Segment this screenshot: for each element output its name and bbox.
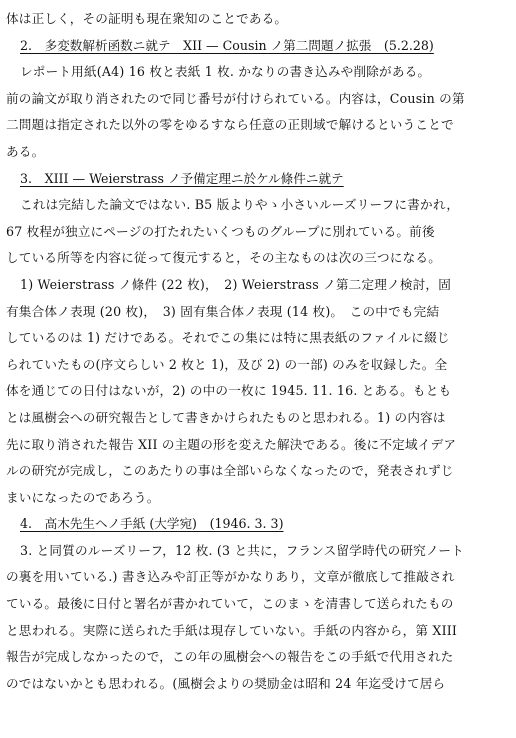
text-line: 体は正しく，その証明も現在衆知のことである。: [6, 11, 288, 26]
text-line: とは風樹会への研究報告として書きかけられたものと思われる。1) の内容は: [6, 409, 446, 425]
section-heading-text: 2. 多変数解析函数ニ就テ XII — Cousin ノ第二問題ノ拡張 (5.2.28): [20, 37, 434, 53]
text-line: 体を通じての日付はないが，2) の中の一枚に 1945. 11. 16. とある。もとも: [6, 383, 452, 399]
section-heading: [6, 166, 506, 193]
text-line: これは完結した論文ではない. B5 版よりやゝ小さいルーズリーフに書かれ，: [20, 197, 460, 213]
text-line: 先に取り消された報告 XII の主題の形を変えた解決である。後に不定域イデア: [6, 436, 457, 452]
text-line: られていたもの(序文らしい 2 枚と 1)，及び 2) の一部) のみを収録した。全: [6, 356, 448, 372]
text-line: 67 枚程が独立にページの打たれたいくつものグループに別れている。前後: [6, 223, 435, 239]
text-line: ている。最後に日付と署名が書かれていて，このまゝを清書して送られたもの: [6, 596, 454, 612]
section-heading: [6, 33, 506, 60]
section-heading: [6, 511, 506, 538]
text-line: レポート用紙(A4) 16 枚と表紙 1 枚. かなりの書き込みや削除がある。: [20, 64, 431, 80]
text-line: している所等を内容に従って復元すると，その主なものは次の三つになる。: [6, 250, 441, 266]
text-line: しているのは 1) だけである。それでこの集には特に黒表紙のファイルに綴じ: [6, 330, 450, 346]
text-line: 3. と同質のルーズリーフ，12 枚. (3 と共に，フランス留学時代の研究ノート: [20, 542, 464, 558]
section-heading-text: 4. 高木先生ヘノ手紙 (大学宛) (1946. 3. 3): [20, 516, 284, 532]
text-line: 1) Weierstrass ノ條件 (22 枚)， 2) Weierstrass ノ第二定理ノ検討，固: [20, 276, 452, 292]
text-line: のではないかとも思われる。(風樹会よりの奨励金は昭和 24 年迄受けて居ら: [6, 675, 446, 691]
text-line: ルの研究が完成し，このあたりの事は全部いらなくなったので，発表されずじ: [6, 463, 454, 479]
text-line: 有集合体ノ表現 (20 枚)， 3) 固有集合体ノ表現 (14 枚)。 この中でも完結: [6, 303, 440, 319]
text-line: 報告が完成しなかったので，この年の風樹会への報告をこの手紙で代用された: [6, 649, 454, 665]
text-line: まいになったのであろう。: [6, 489, 160, 505]
text-line: ある。: [6, 143, 45, 159]
text-line: の裏を用いている.) 書き込みや訂正等がかなりあり，文章が徹底して推敲され: [6, 569, 455, 585]
section-heading-text: 3. XIII — Weierstrass ノ予備定理ニ於ケル條件ニ就テ: [20, 170, 344, 186]
text-line: 前の論文が取り消されたので同じ番号が付けられている。内容は，Cousin の第: [6, 90, 465, 106]
text-line: と思われる。実際に送られた手紙は現存していない。手紙の内容から，第 XIII: [6, 622, 458, 638]
text-line: 二問題は指定された以外の零をゆるすなら任意の正則域で解けるということで: [6, 117, 454, 133]
